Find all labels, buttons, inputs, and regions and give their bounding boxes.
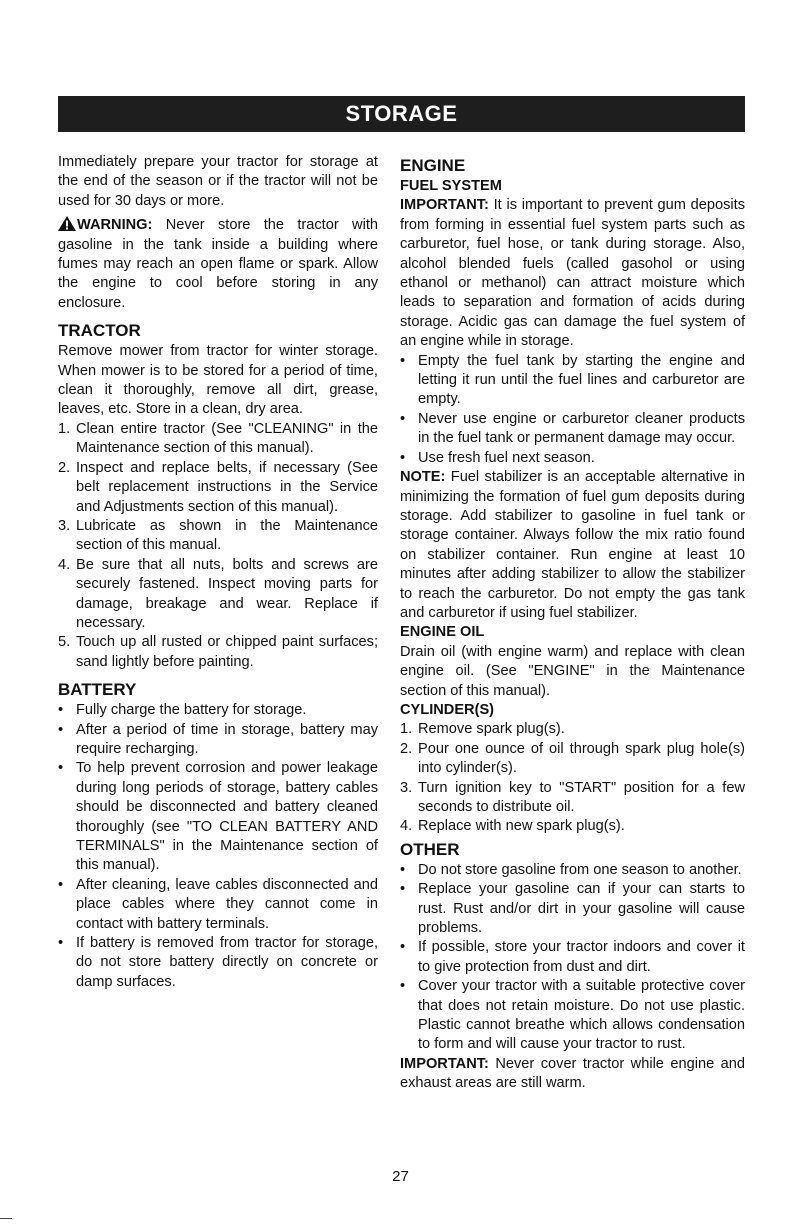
- important-label: IMPORTANT:: [400, 197, 489, 214]
- tractor-heading: TRACTOR: [58, 321, 141, 341]
- list-item: • After cleaning, leave cables disconnected and place cables where they cannot come in contact with battery terminals.: [58, 876, 378, 932]
- list-item: 1. Clean entire tractor (See "CLEANING" in the Maintenance section of this manual).: [58, 420, 378, 457]
- important-text: Never cover tractor while engine and exhaust areas are still warm.: [400, 1055, 745, 1092]
- section-title: STORAGE: [345, 101, 458, 126]
- list-item: • Fully charge the battery for storage.: [58, 702, 307, 719]
- battery-heading: BATTERY: [58, 680, 137, 700]
- tractor-intro: Remove mower from tractor for winter storage. When mower is to be stored for a period of time, clean it thoroughly, remove all dirt, grease, leaves, etc. Store in a clean, dry area.: [58, 343, 378, 418]
- list-item: 3. Lubricate as shown in the Maintenance section of this manual.: [58, 517, 378, 554]
- fuel-bullets: [400, 352, 745, 468]
- engine-oil-text: Drain oil (with engine warm) and replace with clean engine oil. (See "ENGINE" in the Maintenance section of this manual).: [400, 643, 745, 699]
- fuel-system-heading: FUEL SYSTEM: [400, 178, 502, 194]
- engine-heading: ENGINE: [400, 156, 466, 175]
- list-item: • Do not store gasoline from one season to another.: [400, 861, 742, 878]
- list-item: 4. Be sure that all nuts, bolts and screws are securely fastened. Inspect moving parts for damage, breakage and wear. Replace if necessary.: [58, 556, 378, 631]
- list-item: • Never use engine or carburetor cleaner products in the fuel tank or permanent damage may occur.: [400, 410, 745, 447]
- cylinder-steps: [400, 720, 745, 836]
- other-bullets: [400, 861, 745, 1055]
- engine-oil-heading: ENGINE OIL: [400, 624, 485, 641]
- page-number: 27: [392, 1168, 409, 1185]
- list-item: 2. Pour one ounce of oil through spark plug hole(s) into cylinder(s).: [400, 740, 745, 777]
- list-item: • To help prevent corrosion and power leakage during long periods of storage, battery cables should be disconnected and battery cleaned thoroughly (see "TO CLEAN BATTERY AND TERMINALS" in the Maintenance section of this manual).: [58, 760, 378, 874]
- right-column: [400, 153, 745, 1094]
- list-item: • Cover your tractor with a suitable protective cover that does not retain moisture. Do not use plastic. Plastic cannot breathe which allows condensation to form and will cause your tractor to rust.: [400, 978, 745, 1053]
- important-label: IMPORTANT:: [400, 1055, 489, 1072]
- section-banner: [58, 96, 745, 132]
- other-heading: OTHER: [400, 839, 460, 859]
- list-item: • Replace your gasoline can if your can starts to rust. Rust and/or dirt in your gasoline will cause problems.: [400, 881, 745, 937]
- left-column: [58, 153, 378, 992]
- fuel-note-paragraph: [400, 468, 745, 623]
- list-item: • Use fresh fuel next season.: [400, 449, 595, 466]
- battery-bullets: [58, 701, 378, 992]
- list-item: • If possible, store your tractor indoors and cover it to give protection from dust and dirt.: [400, 939, 745, 975]
- list-item: • Empty the fuel tank by starting the engine and letting it run until the fuel lines and carburetor are empty.: [400, 352, 745, 408]
- tractor-steps: [58, 420, 378, 672]
- other-important-paragraph: [400, 1055, 745, 1094]
- warning-text: Never store the tractor with gasoline in the tank inside a building where fumes may reach an open flame or spark. Allow the engine to cool before storing in any enclosure.: [58, 217, 378, 311]
- warning-triangle-icon: [58, 216, 76, 231]
- fuel-important-paragraph: [400, 196, 745, 351]
- list-item: 2. Inspect and replace belts, if necessary (See belt replacement instructions in the Service and Adjustments section of this manual).: [58, 459, 378, 515]
- note-text: Fuel stabilizer is an acceptable alternative in minimizing the formation of fuel gum deposits during storage. Add stabilizer to gasoline in fuel tank or storage container. Always follow the mix ratio found on stabilizer container. Run engine at least 10 minutes after adding stabilizer to allow the stabilizer to reach the carburetor. Do not empty the gas tank and carburetor if using fuel stabilizer.: [400, 469, 745, 621]
- intro-paragraph: Immediately prepare your tractor for storage at the end of the season or if the tractor will not be used for 30 days or more.: [58, 154, 378, 209]
- list-item: 3. Turn ignition key to "START" position for a few seconds to distribute oil.: [400, 779, 745, 815]
- list-item: 4. Replace with new spark plug(s).: [400, 818, 625, 835]
- note-label: NOTE:: [400, 469, 446, 486]
- warning-label: WARNING:: [77, 217, 153, 234]
- cylinder-heading: CYLINDER(S): [400, 701, 495, 718]
- list-item: 1. Remove spark plug(s).: [400, 721, 565, 738]
- list-item: 5. Touch up all rusted or chipped paint surfaces; sand lightly before painting.: [58, 634, 378, 670]
- list-item: • If battery is removed from tractor for storage, do not store battery directly on concrete or damp surfaces.: [58, 935, 378, 990]
- warning-paragraph: [58, 216, 378, 313]
- corner-mark: [0, 1218, 12, 1219]
- important-text: It is important to prevent gum deposits from forming in essential fuel system parts such as carburetor, fuel hose, or tank during storage. Also, alcohol blended fuels (called gasohol or using ethanol or methanol) can attract moisture which leads to separation and formation of acids during storage. Acidic gas can damage the fuel system of an engine while in storage.: [400, 197, 745, 350]
- list-item: • After a period of time in storage, battery may require recharging.: [58, 721, 378, 757]
